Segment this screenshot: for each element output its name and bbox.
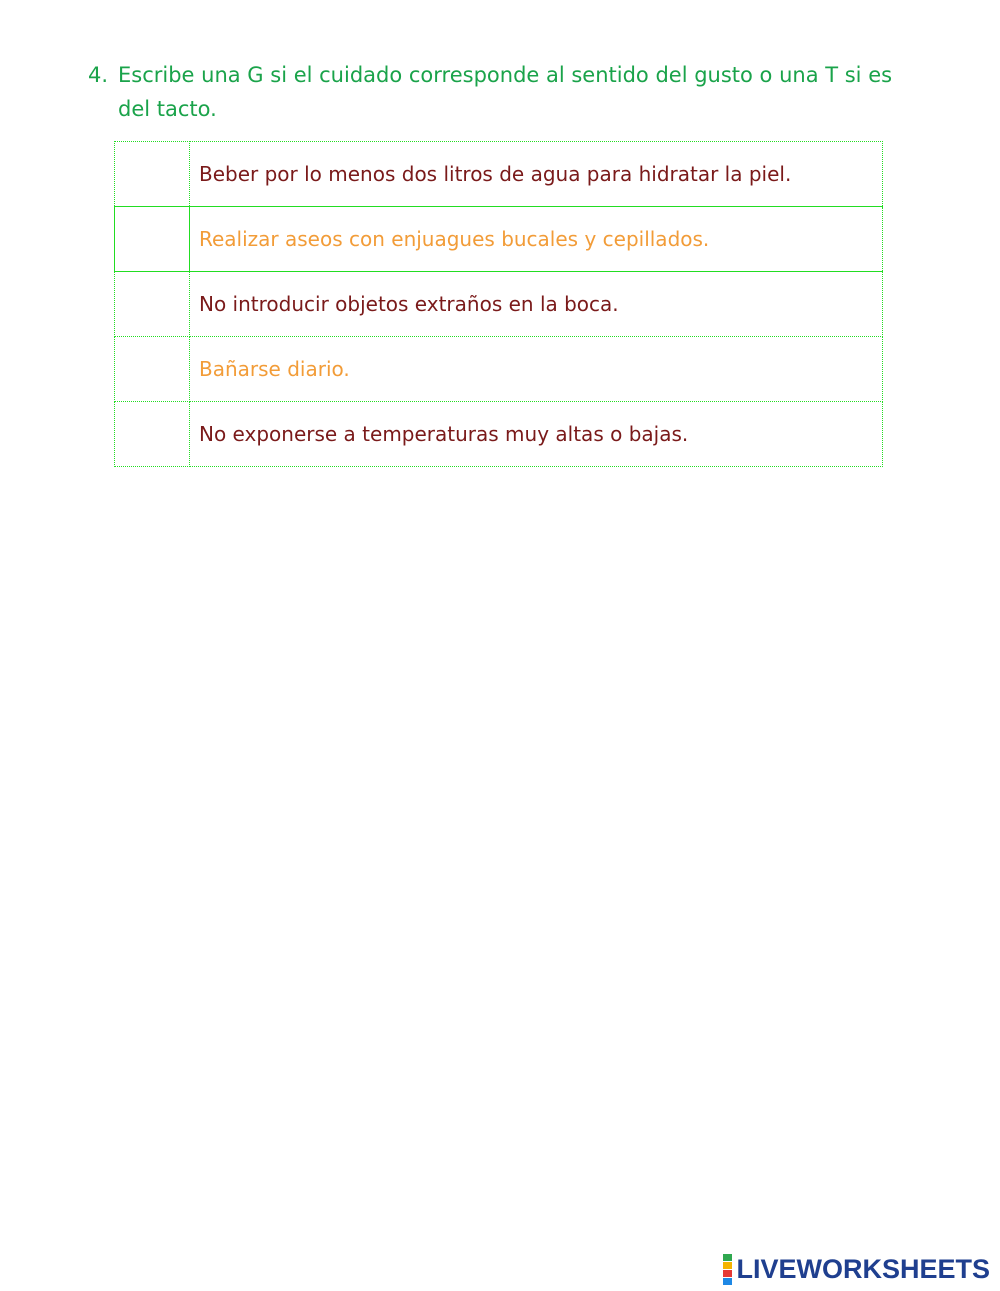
table-row — [115, 142, 883, 207]
table-row — [115, 337, 883, 402]
answer-field[interactable] — [115, 143, 189, 205]
logo-text: LIVEWORKSHEETS — [736, 1254, 990, 1284]
answer-field[interactable] — [115, 208, 189, 270]
statement-cell: Bañarse diario. — [190, 337, 883, 402]
statement-cell: No introducir objetos extraños en la boca. — [190, 272, 883, 337]
answer-cell[interactable] — [115, 337, 190, 402]
logo-block-e — [723, 1278, 732, 1285]
answer-cell[interactable] — [115, 402, 190, 467]
answer-field[interactable] — [115, 273, 189, 335]
table-row — [115, 207, 883, 272]
logo-block-v — [723, 1270, 732, 1277]
liveworksheets-logo — [723, 1254, 990, 1285]
instruction — [88, 58, 918, 126]
answer-field[interactable] — [115, 338, 189, 400]
answer-cell[interactable] — [115, 142, 190, 207]
answer-cell[interactable] — [115, 272, 190, 337]
logo-blocks-icon — [723, 1254, 732, 1285]
logo-block-i — [723, 1262, 732, 1269]
instruction-number: 4. — [88, 63, 109, 87]
answer-cell[interactable] — [115, 207, 190, 272]
statement-cell: Realizar aseos con enjuagues bucales y cepillados. — [190, 207, 883, 272]
table-row — [115, 402, 883, 467]
answer-field[interactable] — [115, 403, 189, 465]
table-row — [115, 272, 883, 337]
logo-block-l — [723, 1254, 732, 1261]
statement-cell: No exponerse a temperaturas muy altas o bajas. — [190, 402, 883, 467]
statement-cell: Beber por lo menos dos litros de agua para hidratar la piel. — [190, 142, 883, 207]
instruction-text: Escribe una G si el cuidado corresponde al sentido del gusto o una T si es del tacto. — [118, 63, 893, 121]
care-table — [114, 141, 883, 467]
